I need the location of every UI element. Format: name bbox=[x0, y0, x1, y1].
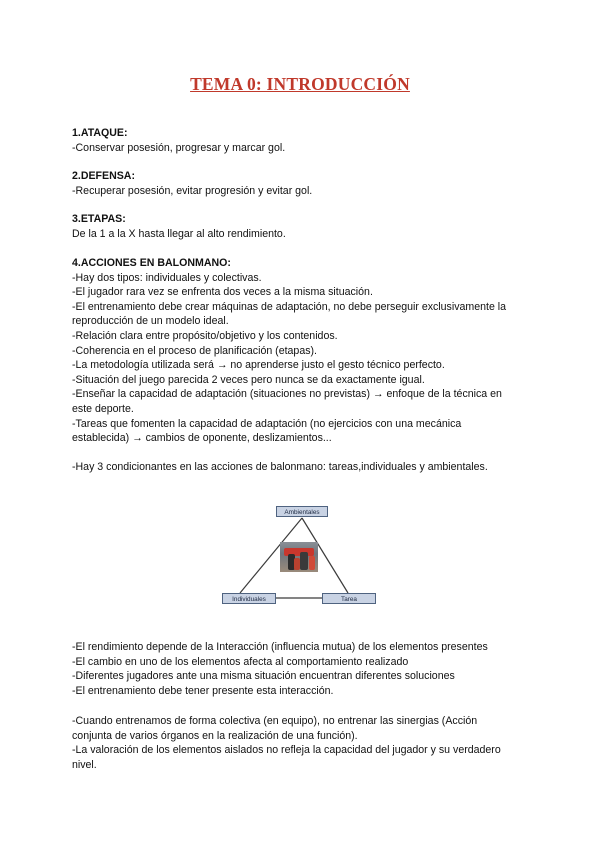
interaction-line: -El entrenamiento debe tener presente esta interacción. bbox=[72, 684, 334, 697]
node-tarea: Tarea bbox=[322, 593, 376, 604]
section-etapas bbox=[72, 212, 542, 241]
node-individuales: Individuales bbox=[222, 593, 276, 604]
section-line: -Situación del juego parecida 2 veces pero nunca se da exactamente igual. bbox=[72, 373, 425, 386]
interaction-line: -El cambio en uno de los elementos afecta al comportamiento realizado bbox=[72, 655, 409, 668]
final-line: conjunta de varios órganos en la realización de una función). bbox=[72, 729, 358, 742]
section-line: -Hay dos tipos: individuales y colectivas. bbox=[72, 271, 262, 284]
conditions-line: -Hay 3 condicionantes en las acciones de balonmano: tareas,individuales y ambientales. bbox=[72, 461, 488, 473]
page-title: TEMA 0: INTRODUCCIÓN bbox=[190, 74, 410, 94]
interaction-line: -El rendimiento depende de la Interacción (influencia mutua) de los elementos presentes bbox=[72, 641, 488, 653]
node-ambientales: Ambientales bbox=[276, 506, 328, 517]
section-line: -El jugador rara vez se enfrenta dos veces a la misma situación. bbox=[72, 286, 373, 299]
section-heading: 3.ETAPAS: bbox=[72, 213, 126, 225]
section-line: -Enseñar la capacidad de adaptación (situaciones no previstas) → enfoque de la técnica en bbox=[72, 388, 502, 401]
section-line: establecida) → cambios de oponente, deslizamientos... bbox=[72, 432, 332, 445]
section-line: -Relación clara entre propósito/objetivo y los contenidos. bbox=[72, 329, 338, 342]
section-line: este deporte. bbox=[72, 402, 134, 415]
section-line: -El entrenamiento debe crear máquinas de adaptación, no debe perseguir exclusivamente la bbox=[72, 300, 507, 313]
section-ataque bbox=[72, 126, 542, 155]
conditions-paragraph bbox=[72, 460, 542, 475]
section-line: -La metodología utilizada será → no aprenderse justo el gesto técnico perfecto. bbox=[72, 359, 445, 372]
section-line: -Coherencia en el proceso de planificación (etapas). bbox=[72, 344, 317, 357]
final-paragraph bbox=[72, 714, 542, 772]
section-line: reproducción de un modelo ideal. bbox=[72, 315, 229, 328]
interaction-paragraph bbox=[72, 640, 542, 698]
section-defensa bbox=[72, 169, 542, 198]
section-heading: 1.ATAQUE: bbox=[72, 127, 128, 139]
final-line: nivel. bbox=[72, 758, 97, 771]
section-heading: 2.DEFENSA: bbox=[72, 170, 135, 182]
section-line: De la 1 a la X hasta llegar al alto rendimiento. bbox=[72, 227, 286, 240]
interaction-diagram bbox=[218, 504, 382, 608]
section-line: -Tareas que fomenten la capacidad de adaptación (no ejercicios con una mecánica bbox=[72, 417, 462, 430]
section-line: -Recuperar posesión, evitar progresión y evitar gol. bbox=[72, 184, 313, 197]
final-line: -La valoración de los elementos aislados no refleja la capacidad del jugador y su verdadero bbox=[72, 744, 501, 757]
section-acciones bbox=[72, 256, 542, 446]
section-heading: 4.ACCIONES EN BALONMANO: bbox=[72, 257, 231, 269]
interaction-line: -Diferentes jugadores ante una misma situación encuentran diferentes soluciones bbox=[72, 670, 455, 683]
section-line: -Conservar posesión, progresar y marcar gol. bbox=[72, 141, 286, 154]
handball-photo bbox=[280, 542, 318, 572]
final-line: -Cuando entrenamos de forma colectiva (en equipo), no entrenar las sinergias (Acción bbox=[72, 715, 478, 727]
